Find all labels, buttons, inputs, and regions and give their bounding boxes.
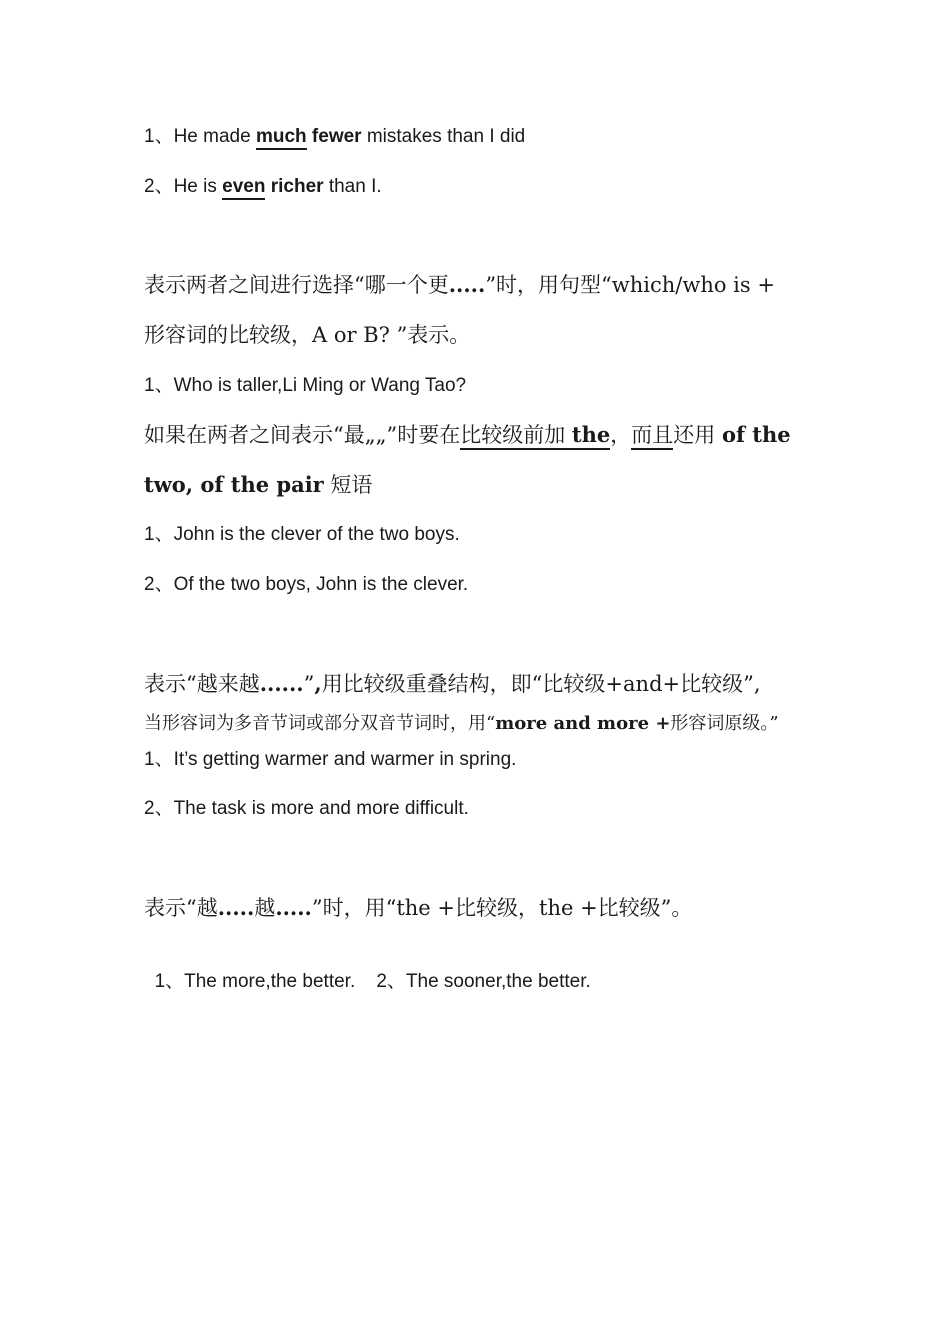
- rule-more-and-more-cont: 当形容词为多音节词或部分双音节词时，用“more and more +形容词原级。”: [144, 713, 779, 734]
- rule-superlative-two: 如果在两者之间表示“最„„”时要在比较级前加 the，而且还用 of the: [144, 423, 791, 447]
- rule-more-and-more: 表示“越来越......”,用比较级重叠结构，即“比较级+and+比较级”,: [144, 671, 761, 696]
- underlined-much: much: [256, 126, 307, 150]
- example-even-richer: 2、He is even richer than I.: [144, 175, 382, 199]
- example-john-clever-2: 2、Of the two boys, John is the clever.: [144, 574, 469, 595]
- rule-the-more-the-more: 表示“越.....越.....”时，用“the +比较级，the +比较级”。: [144, 895, 693, 920]
- underlined-phrase: 比较级前加 the: [460, 423, 610, 450]
- rule-which-who: 表示两者之间进行选择“哪一个更.....”时，用句型“which/who is +: [144, 272, 775, 297]
- rule-superlative-two-cont: two, of the pair 短语: [144, 472, 373, 497]
- bold-richer: richer: [270, 176, 324, 197]
- underlined-erqie: 而且: [631, 423, 673, 450]
- example-difficult: 2、The task is more and more difficult.: [144, 798, 469, 819]
- example-who-taller: 1、Who is taller,Li Ming or Wang Tao?: [144, 375, 467, 396]
- example-much-fewer: 1、He made much fewer mistakes than I did: [144, 125, 525, 149]
- underlined-even: even: [222, 176, 265, 200]
- example-the-better: 1、The more,the better. 2、The sooner,the better.: [154, 971, 591, 992]
- example-john-clever-1: 1、John is the clever of the two boys.: [144, 524, 460, 545]
- example-warmer: 1、It’s getting warmer and warmer in spring.: [144, 749, 517, 770]
- bold-fewer: fewer: [311, 126, 362, 147]
- rule-which-who-cont: 形容词的比较级，A or B? ”表示。: [144, 323, 471, 347]
